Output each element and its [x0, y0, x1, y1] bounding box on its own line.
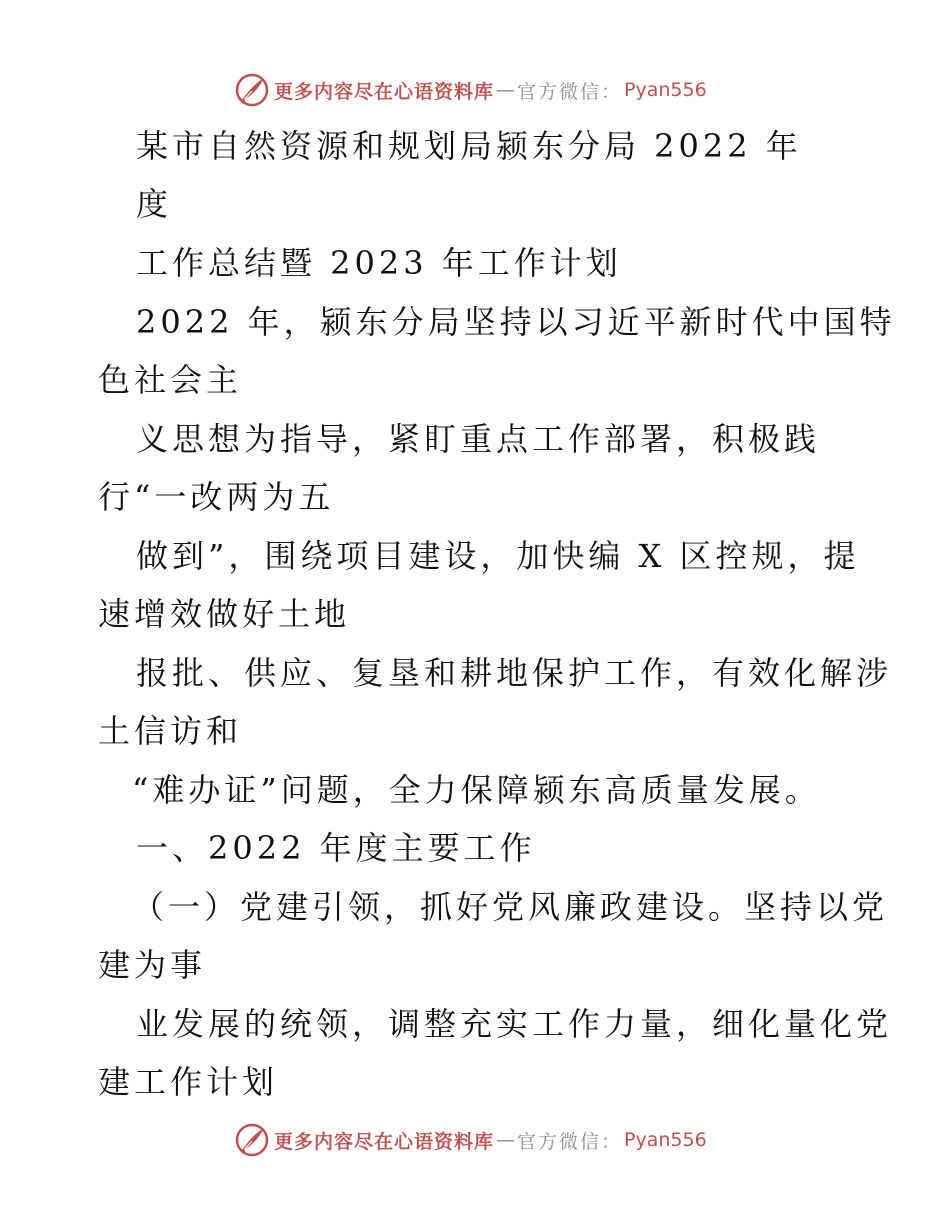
- paragraph-line: 报批、供应、复垦和耕地保护工作，有效化解涉: [136, 654, 893, 692]
- paragraph-line: 速增效做好土地: [98, 595, 351, 633]
- watermark-separator: —: [496, 1129, 516, 1151]
- section-heading: 一、2022 年度主要工作: [136, 829, 536, 867]
- feather-pen-logo-icon: [234, 72, 270, 108]
- watermark-brand: 更多内容尽在心语资料库: [274, 1130, 495, 1153]
- paragraph-line: 土信访和: [98, 712, 243, 750]
- paragraph-line: “难办证”问题，全力保障颍东高质量发展。: [132, 771, 821, 809]
- paragraph-line: 做到”，围绕项目建设，加快编 X 区控规，提: [136, 537, 860, 575]
- paragraph-line: 色社会主: [98, 361, 243, 399]
- paragraph-line: 建为事: [98, 946, 207, 984]
- subsection-heading-line: （一）党建引领，抓好党风廉政建设。坚持以党: [132, 888, 889, 926]
- paragraph-line: 建工作计划: [98, 1063, 279, 1101]
- watermark-footer: [234, 1122, 707, 1158]
- watermark-official-label: 官方微信：: [517, 80, 623, 103]
- watermark-official-label: 官方微信：: [517, 1130, 623, 1153]
- watermark-wechat-id: Pyan556: [624, 79, 707, 101]
- document-title-line-1: 某市自然资源和规划局颍东分局 2022 年: [136, 127, 802, 165]
- paragraph-line: 行“一改两为五: [98, 478, 335, 516]
- watermark-header: [234, 72, 707, 108]
- watermark-separator: —: [496, 79, 516, 101]
- document-title-line-3: 工作总结暨 2023 年工作计划: [136, 244, 622, 282]
- paragraph-line: 业发展的统领，调整充实工作力量，细化量化党: [136, 1005, 893, 1043]
- watermark-wechat-id: Pyan556: [624, 1129, 707, 1151]
- feather-pen-logo-icon: [234, 1122, 270, 1158]
- paragraph-line: 义思想为指导，紧盯重点工作部署，积极践: [136, 420, 821, 458]
- watermark-brand: 更多内容尽在心语资料库: [274, 80, 495, 103]
- paragraph-line: 2022 年，颍东分局坚持以习近平新时代中国特: [136, 303, 896, 341]
- document-title-line-2: 度: [136, 185, 173, 223]
